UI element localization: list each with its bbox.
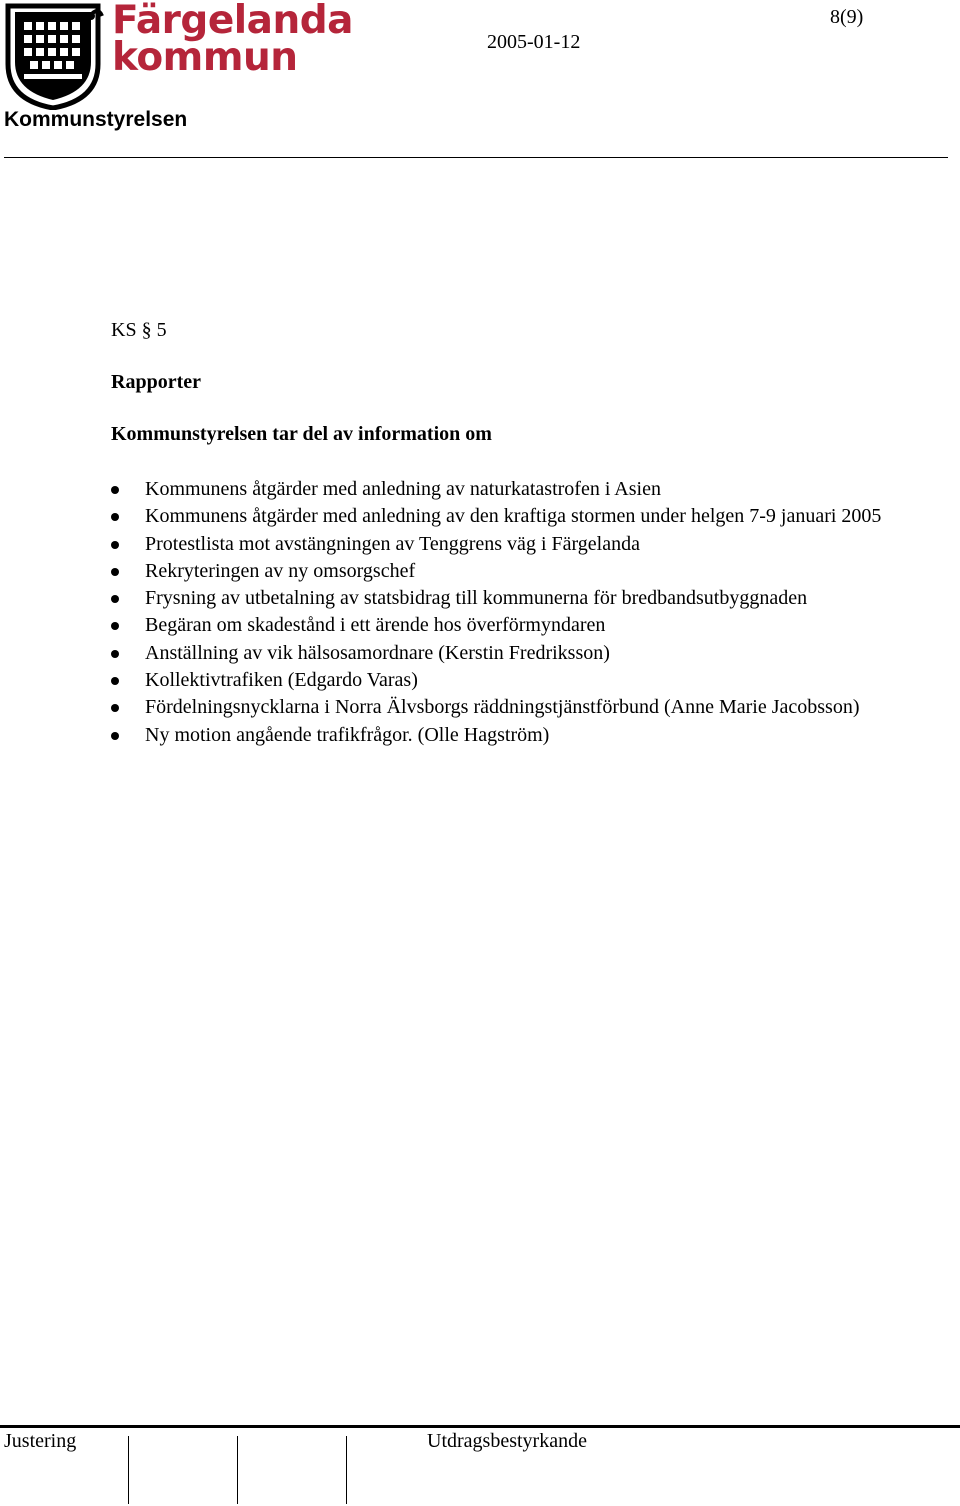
list-item-text: Rekryteringen av ny omsorgschef: [145, 559, 416, 582]
municipality-logo: [4, 0, 353, 110]
signature-line: [346, 1436, 347, 1504]
section-reference: KS § 5: [111, 319, 167, 341]
municipal-coat-of-arms-icon: [4, 2, 104, 110]
document-date: 2005-01-12: [487, 31, 581, 53]
footer-divider: [0, 1425, 960, 1428]
signature-line: [237, 1436, 238, 1504]
list-item: [111, 667, 941, 694]
list-item-text: Ny motion angående trafikfrågor. (Olle Hagström): [145, 723, 550, 746]
bullet-icon: [111, 704, 119, 712]
signature-line: [128, 1436, 129, 1504]
bullet-icon: [111, 732, 119, 740]
list-item-text: Frysning av utbetalning av statsbidrag till kommunerna för bredbandsutbyggnaden: [145, 587, 808, 610]
list-item: [111, 694, 941, 721]
bullet-icon: [111, 622, 119, 630]
list-item-text: Kollektivtrafiken (Edgardo Varas): [145, 669, 418, 692]
list-item: [111, 722, 941, 749]
logo-line-1: Färgelanda: [112, 0, 353, 43]
list-item-text: Anställning av vik hälsosamordnare (Kerstin Fredriksson): [145, 641, 610, 664]
list-item-text: Begäran om skadestånd i ett ärende hos överförmyndaren: [145, 614, 606, 637]
list-item: [111, 585, 941, 612]
list-item: [111, 640, 941, 667]
list-item: [111, 558, 941, 585]
list-item: [111, 503, 941, 530]
utdragsbestyrkande-label: Utdragsbestyrkande: [427, 1430, 587, 1452]
page-number: 8(9): [830, 6, 864, 28]
bullet-icon: [111, 650, 119, 658]
list-item-text: Fördelningsnycklarna i Norra Älvsborgs räddningstjänstförbund (Anne Marie Jacobsson): [145, 696, 860, 719]
list-item: [111, 531, 941, 558]
bullet-icon: [111, 513, 119, 521]
list-item: [111, 476, 941, 503]
report-list: [111, 476, 941, 749]
logo-line-2: kommun: [112, 35, 298, 80]
list-item-text: Protestlista mot avstängningen av Tenggrens väg i Färgelanda: [145, 532, 640, 555]
justering-label: Justering: [4, 1430, 77, 1452]
section-title: Rapporter: [111, 371, 201, 393]
bullet-icon: [111, 677, 119, 685]
list-item-text: Kommunens åtgärder med anledning av den kraftiga stormen under helgen 7-9 januari 2005: [145, 505, 882, 528]
list-item: [111, 612, 941, 639]
bullet-icon: [111, 486, 119, 494]
list-item-text: Kommunens åtgärder med anledning av naturkatastrofen i Asien: [145, 478, 661, 500]
bullet-icon: [111, 568, 119, 576]
section-intro: Kommunstyrelsen tar del av information om: [111, 423, 492, 445]
bullet-icon: [111, 595, 119, 603]
department-name: Kommunstyrelsen: [4, 108, 188, 131]
logo-wordmark: [112, 0, 353, 80]
header-divider: [4, 157, 948, 158]
bullet-icon: [111, 541, 119, 549]
